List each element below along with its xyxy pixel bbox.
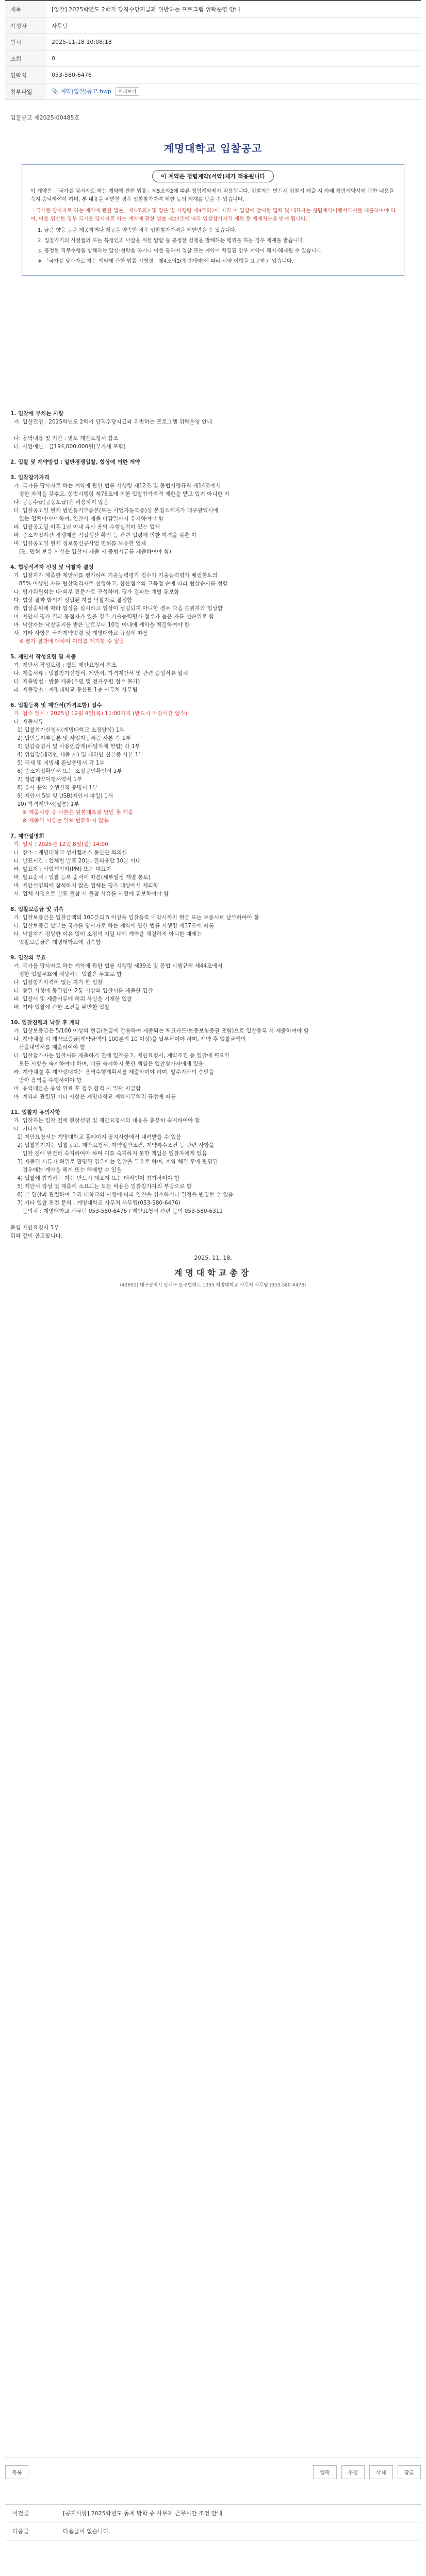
meta-label: 연락처 xyxy=(5,67,46,83)
body-line: 다. 입찰공고일 현재 법인등기부등본(또는 사업자등록증)상 본점소재지가 대구광역시에 xyxy=(10,507,219,514)
notice-paragraph: 「국가를 당사자로 하는 계약에 관한 법률」제5조의2 및 같은 법 시행령 제4조의2에 따라 이 입찰에 참여한 업체 및 대표자는 청렴계약이행서약서를 제출하여야 하며, 이를 위반한 경우 국가를 당사자로 하는 계약에 관한 법률 제27조에 따라 입찰참가자격 제한 등 제재처분을 받게 됩니다. xyxy=(30,208,396,222)
body-line: ※ 제출서류 중 사본은 원본대조필 날인 후 제출 xyxy=(10,809,134,816)
body-line: 나. 장소 : 계명대학교 성서캠퍼스 동산관 회의실 xyxy=(10,850,127,856)
announcement-number: 입찰공고 제2025-00485호 xyxy=(10,114,80,121)
notice-paragraph: 3. 공정한 직무수행을 방해하는 알선·청탁을 하거나 이를 통하여 입찰 또는 계약이 체결된 경우 계약이 해지·해제될 수 있습니다. xyxy=(38,248,323,254)
body-line: 다. 동일 사항에 동일인이 2통 이상의 입찰서를 제출한 입찰 xyxy=(10,988,153,994)
body-line: 나. 입찰참가자격이 없는 자가 한 입찰 xyxy=(10,979,103,986)
meta-value: 2025-11-18 10:08:18 xyxy=(46,34,421,50)
body-line: 3) 제출된 서류가 허위로 판명된 경우에는 입찰을 무효로 하며, 계약 체결 후에 판명된 xyxy=(10,1159,218,1165)
meta-row xyxy=(5,18,421,34)
body-line: 받아 용역을 수행하여야 함 xyxy=(10,1077,82,1083)
section-heading: 9. 입찰의 무효 xyxy=(10,955,46,961)
list-button[interactable]: 목록 xyxy=(5,2465,28,2479)
body-line: 가. 입찰보증금은 입찰금액의 100분의 5 이상을 입찰등록 마감시까지 현금 또는 보증서로 납부하여야 함 xyxy=(10,914,259,921)
action-buttons-right xyxy=(311,2465,421,2479)
section-heading: 6. 입찰등록 및 제안서(가격포함) 접수 xyxy=(10,702,102,708)
body-line: 4) 위임장(대리인 제출 시) 및 대리인 신분증 사본 1부 xyxy=(10,752,144,758)
body-line: 85% 이상인 자를 협상적격자로 선정하고, 합산점수의 고득점 순에 따라 협상순서를 정함 xyxy=(10,581,228,587)
body-line: 문의처 : 계명대학교 사무팀 053-580-6476 / 제안요청서 관련 문의 053-580-6311 xyxy=(10,1208,223,1214)
body-line: 9) 제안서 5부 및 USB(제안서 파일) 1개 xyxy=(10,793,113,799)
body-line: 사. 업체 사정으로 발표 불참 시 불참 사유를 사전에 통보하여야 함 xyxy=(10,891,169,897)
meta-label: 조회 xyxy=(5,50,46,67)
meta-row xyxy=(5,1,421,18)
body-line: 나. 입찰보증금 납부는 국가를 당사자로 하는 계약에 관한 법률 시행령 제37조에 따름 xyxy=(10,923,214,929)
issuer-name: 계명대학교총장 xyxy=(174,1268,252,1278)
body-line: 정한 자격을 갖추고, 동법시행령 제76조에 의한 입찰참가자격 제한을 받고 있지 아니한 자 xyxy=(10,491,230,497)
body-line: 라. 협상순위에 따라 협상을 실시하고 협상이 성립되지 아니한 경우 다음 순위자와 협상함 xyxy=(10,605,223,612)
body-line: 라. 제출장소 : 계명대학교 동산관 1층 사무처 사무팀 xyxy=(10,687,138,693)
body-line: 라. 입찰공고일 이후 1년 이내 유사 용역 수행실적이 있는 업체 xyxy=(10,524,160,530)
body-line: 나. 평가위원회는 내·외부 전문가로 구성하며, 평가 결과는 개별 통보함 xyxy=(10,589,179,595)
body-line: 1) 제안요청서는 계명대학교 홈페이지 공지사항에서 내려받을 수 있음 xyxy=(10,1134,182,1140)
body-line: 2) 입찰참가자는 입찰공고, 제안요청서, 계약일반조건, 계약특수조건 등 관련 사항을 xyxy=(10,1142,215,1148)
body-line: 마. 제안서 평가 결과 동점자가 있을 경우 기술능력평가 점수가 높은 자를 선순위로 함 xyxy=(10,614,214,620)
body-line: 붙임 제안요청서 1부 xyxy=(10,1225,59,1231)
edit-button[interactable]: 수정 xyxy=(341,2465,365,2479)
body-line: 가. 국가를 당사자로 하는 계약에 관한 법률 시행령 제39조 및 동법 시행규칙 제44조에서 xyxy=(10,963,223,969)
meta-label: 첨부파일 xyxy=(5,83,46,100)
meta-row xyxy=(5,50,421,67)
prev-post-label: 이전글 xyxy=(5,2504,56,2522)
meta-value: 053-580-6476 xyxy=(46,67,421,83)
next-post-link: 다음글이 없습니다. xyxy=(56,2522,421,2540)
post-meta-table xyxy=(5,0,421,100)
body-line: 나. 계약체결 시 계약보증금(계약금액의 100분의 10 이상)을 납부하여야 하며, 계약 후 입찰금액의 xyxy=(10,1036,246,1042)
page-wrapper xyxy=(5,0,421,1288)
body-line: 나. 제출서류 : 입찰참가신청서, 제안서, 가격제안서 및 관련 증빙서류 일체 xyxy=(10,670,188,676)
body-line: 다. 낙찰자가 정당한 이유 없이 소정의 기일 내에 계약을 체결하지 아니한 때에는 xyxy=(10,931,202,937)
announcement-date: 2025. 11. 18. xyxy=(194,1255,232,1261)
body-line: 바. 제안설명회에 참석하지 않은 업체는 평가 대상에서 제외함 xyxy=(10,883,158,889)
body-line: 마. 중소기업자간 경쟁제품 직접생산 확인 등 관련 법령에 의한 자격을 갖춘 자 xyxy=(10,532,197,538)
notice-paragraph: ※ 「국가를 당사자로 하는 계약에 관한 법률 시행령」제4조의2(청렴계약)에 따라 서약 이행을 요구하고 있습니다. xyxy=(38,259,293,264)
body-line: 나. 공동수급(공동도급)은 허용하지 않음 xyxy=(10,499,109,505)
section-heading: 1. 입찰에 부치는 사항 xyxy=(10,411,64,417)
body-line: 가. 입찰건명 : 2025학년도 2학기 당직수당지급과 위반하는 프로그램 위탁운영 안내 xyxy=(10,419,212,425)
body-line: 다. 입찰참가자는 입찰서를 제출하기 전에 입찰공고, 제안요청서, 계약조건 등 입찰에 필요한 xyxy=(10,1053,230,1059)
body-line: 사. 기타 사항은 국가계약법령 및 계명대학교 규정에 따름 xyxy=(10,630,148,636)
body-line: 경우에는 계약을 해지 또는 해제할 수 있음 xyxy=(10,1167,122,1173)
body-line xyxy=(10,1215,416,1224)
write-button[interactable]: 입력 xyxy=(313,2465,336,2479)
preview-button[interactable]: 미리보기 xyxy=(116,87,140,96)
section-heading: 11. 입찰자 유의사항 xyxy=(10,1109,60,1115)
notice-header-label: 이 계약은 청렴계약(서약)제가 적용됩니다 xyxy=(152,170,274,182)
section-heading: 4. 협상적격자 선정 및 낙찰자 결정 xyxy=(10,564,94,570)
action-bar xyxy=(5,2458,421,2481)
notice-paragraph: 2. 입찰가격의 사전협의 또는 특정인의 낙찰을 위한 담합 등 공정한 경쟁을 방해하는 행위를 하는 경우 제재를 받습니다. xyxy=(38,238,305,244)
body-line: ※ 평가 결과에 대하여 이의를 제기할 수 없음 xyxy=(10,638,125,645)
body-line: 바. 계약과 관련된 기타 사항은 계명대학교 계약사무처리 규정에 따름 xyxy=(10,1094,176,1100)
section-heading: 7. 제안설명회 xyxy=(10,833,44,839)
body-line: 7) 청렴계약이행서약서 1부 xyxy=(10,776,82,783)
section-heading: 8. 입찰보증금 및 귀속 xyxy=(10,906,64,912)
body-line: 가. 입찰자는 입찰 전에 현장설명 및 제안요청서의 내용을 충분히 숙지하여야 함 xyxy=(10,1117,200,1124)
issuer-address: (42601) 대구광역시 달서구 달구벌대로 1095 계명대학교 사무처 사무팀 (053-580-6476) xyxy=(120,1283,306,1288)
body-line: ※ 제출된 서류는 일체 반환하지 않음 xyxy=(10,818,109,824)
section-heading: 5. 제안서 작성요령 및 제출 xyxy=(10,654,76,660)
section-heading: 3. 입찰참가자격 xyxy=(10,474,50,481)
body-line: 다. 발표시간 : 업체별 발표 20분, 질의응답 10분 이내 xyxy=(10,858,141,864)
file-icon: 📎 xyxy=(52,88,59,95)
body-line: 5) 제안서 작성 및 제출에 소요되는 모든 비용은 입찰참가자의 부담으로 함 xyxy=(10,1183,192,1190)
body-line: 나. 기타사항 xyxy=(10,1126,44,1132)
body-line: 1) 입찰참가신청서(계명대학교 소정양식) 1부 xyxy=(10,727,125,733)
body-line: 가. 입찰자가 제출한 제안서를 평가하여 기술능력평가 점수가 기술능력평가 배점한도의 xyxy=(10,572,218,579)
body-line: 가. 국가를 당사자로 하는 계약에 관한 법률 시행령 제12조 및 동법시행규칙 제14조에서 xyxy=(10,483,221,489)
body-line: 6) 중소기업확인서 또는 소상공인확인서 1부 xyxy=(10,768,122,774)
meta-label: 제목 xyxy=(5,1,46,18)
notice-paragraph: 1. 금품·향응 등을 제공하거나 제공을 약속한 경우 입찰참가자격을 제한받을 수 있습니다. xyxy=(38,228,237,233)
body-line: 입찰보증금은 계명대학교에 귀속함 xyxy=(10,939,101,945)
body-line: 6) 본 입찰과 관련하여 우리 대학교의 사정에 따라 입찰을 취소하거나 일정을 변경할 수 있음 xyxy=(10,1192,234,1198)
body-line xyxy=(10,426,416,434)
body-line: 모든 사항을 숙지하여야 하며, 이를 숙지하지 못한 책임은 입찰참가자에게 있음 xyxy=(10,1061,204,1067)
body-line: 위와 같이 공고합니다. xyxy=(10,1233,63,1239)
section-heading: 2. 입찰 및 계약방법 : 일반경쟁입찰, 협상에 의한 계약 xyxy=(10,459,140,465)
body-line: 4) 입찰에 참가하는 자는 반드시 대표자 또는 대리인이 참가하여야 함 xyxy=(10,1175,180,1181)
body-line: 가. 제안서 작성요령 : 별도 제안요청서 참조 xyxy=(10,662,117,668)
body-line: 마. 발표순서 : 입찰 등록 순서에 따름(세부일정 개별 통보) xyxy=(10,874,151,880)
body-line: 정한 입찰무효에 해당하는 입찰은 무효로 함 xyxy=(10,971,122,977)
body-line: 10) 가격제안서(밀봉) 1부 xyxy=(10,801,79,807)
announcement-title: 계명대학교 입찰공고 xyxy=(163,142,263,155)
next-post-label: 다음글 xyxy=(5,2522,56,2540)
body-line: 바. 낙찰자는 낙찰통지를 받은 날로부터 10일 이내에 계약을 체결하여야 함 xyxy=(10,622,190,628)
meta-value: 0 xyxy=(46,50,421,67)
body-line: 다. 사업예산 : 금194,000,000원(부가세 포함) xyxy=(10,444,126,450)
post-navigation xyxy=(5,2504,421,2540)
body-line: 바. 입찰공고일 현재 정보통신공사업 면허를 보유한 업체 xyxy=(10,540,146,547)
meta-label: 일시 xyxy=(5,34,46,50)
body-line: 8) 유사 용역 수행실적 증명서 1부 xyxy=(10,785,98,791)
post-content xyxy=(5,113,421,1288)
body-line: 라. 계약체결 후 계약상대자는 용역수행계획서를 제출하여야 하며, 발주기관의 승인을 xyxy=(10,1069,215,1075)
body-line: 산출내역서를 제출하여야 함 xyxy=(10,1044,86,1050)
meta-label: 작성자 xyxy=(5,18,46,34)
body-line: 라. 발표자 : 사업책임자(PM) 또는 대표자 xyxy=(10,866,111,872)
body-line: 마. 용역대금은 용역 완료 후 검수 합격 시 일괄 지급함 xyxy=(10,1086,141,1092)
body-line: 2) 법인등기부등본 및 사업자등록증 사본 각 1부 xyxy=(10,735,131,741)
body-line: 가. 입찰보증금은 5/100 이상의 현금(현금에 갈음하여 제출되는 체크카드·보증보험증권 포함)으로 입찰등록 시 제출하여야 함 xyxy=(10,1028,309,1034)
section-heading: 10. 입찰진행과 낙찰 후 계약 xyxy=(10,1020,80,1026)
meta-row xyxy=(5,34,421,50)
body-line: 라. 입찰서 및 제출서류에 허위 사실을 기재한 입찰 xyxy=(10,996,133,1002)
body-line: 7) 기타 입찰 관련 문의 : 계명대학교 사무처 사무팀(053-580-6476) xyxy=(10,1200,181,1206)
body-line: 3) 인감증명서 및 사용인감계(해당자에 한함) 각 1부 xyxy=(10,743,140,750)
meta-row xyxy=(5,67,421,83)
notice-header xyxy=(30,170,396,182)
attachment-link[interactable]: 계약(입찰)공고.hwp xyxy=(60,88,111,95)
body-line: 있는 업체이어야 하며, 입찰서 제출 마감일까지 유지하여야 함 xyxy=(10,516,163,522)
body-line: 나. 용역내용 및 기간 : 별도 제안요청서 참조 xyxy=(10,435,119,442)
body-line: 다. 제출방법 : 방문 제출(우편 및 전자우편 접수 불가) xyxy=(10,679,140,685)
meta-value: [입찰] 2025학년도 2학기 당직수당지급과 위반하는 프로그램 위탁운영 안내 xyxy=(46,1,421,18)
body-line: 5) 국세 및 지방세 완납증명서 각 1부 xyxy=(10,760,105,766)
delete-button[interactable]: 삭제 xyxy=(369,2465,392,2479)
announcement-body xyxy=(10,410,416,1240)
body-line: 마. 기타 입찰에 관한 조건을 위반한 입찰 xyxy=(10,1004,110,1010)
body-line: 가. 일시 : 2025년 12월 8일(월) 14:00 xyxy=(10,841,108,848)
body-line: 가. 접수 일시 : 2025년 12월 4일(목) 11:00까지 (반드시 마감시간 엄수) xyxy=(10,710,188,717)
reply-button[interactable]: 답글 xyxy=(398,2465,421,2479)
body-line: 다. 협상 결과 합의가 성립된 자를 낙찰자로 결정함 xyxy=(10,597,133,603)
meta-attachment xyxy=(46,83,421,100)
prev-post-link[interactable]: [공지사항] 2025학년도 동계 방학 중 사무처 근무시간 조정 안내 xyxy=(56,2504,421,2522)
body-line: (단, 면허 보유 사실은 입찰서 제출 시 증빙서류를 제출하여야 함) xyxy=(10,549,171,555)
meta-value: 사무팀 xyxy=(46,18,421,34)
integrity-notice-box xyxy=(22,164,404,276)
body-line: 나. 제출서류 xyxy=(10,719,44,725)
notice-paragraph: 이 계약은 「국가를 당사자로 하는 계약에 관한 법률」제5조의2에 따른 청렴계약제가 적용됩니다. 입찰자는 반드시 입찰서 제출 시 아래 청렴계약서에 관한 내용을 숙지·승낙하여야 하며, 본 내용을 위반한 경우 입찰참가자격 제한 등의 제재를 받을 수 있습니다. xyxy=(30,189,394,202)
body-line: 입찰 전에 완전히 숙지하여야 하며 이를 숙지하지 못한 책임은 입찰자에게 있음 xyxy=(10,1150,207,1157)
